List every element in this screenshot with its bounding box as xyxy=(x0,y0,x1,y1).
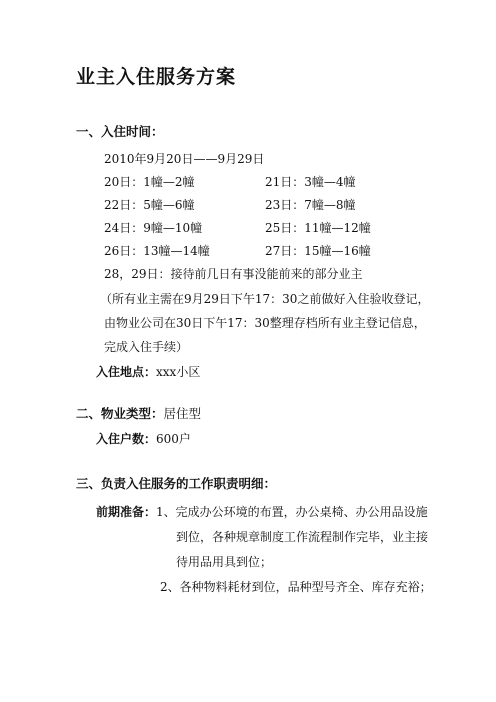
prep-item-2: 2、各种物料耗材到位，品种型号齐全、库存充裕； xyxy=(160,580,432,594)
schedule-item: 21日：3幢—4幢 xyxy=(265,175,356,189)
schedule-item: 27日：15幢—16幢 xyxy=(265,244,371,258)
prep-item-1-line: 1、完成办公环境的布置，办公桌椅、办公用品设施 xyxy=(156,505,428,519)
schedule-extra: 28，29日：接待前几日有事没能前来的部分业主 xyxy=(104,267,363,281)
property-type-label: 二、物业类型： xyxy=(76,406,164,421)
location-row xyxy=(96,363,200,380)
location-value: xxx小区 xyxy=(156,365,201,379)
schedule-item: 24日：9幢—10幢 xyxy=(104,221,203,235)
prep-item-1-line: 到位，各种规章制度工作流程制作完毕，业主接 xyxy=(176,530,429,544)
schedule-item: 26日：13幢—14幢 xyxy=(104,244,210,258)
households-row xyxy=(96,430,191,447)
section-2-heading xyxy=(76,404,201,422)
prep-label: 前期准备： xyxy=(96,505,157,519)
date-range: 2010年9月20日——9月29日 xyxy=(104,152,265,166)
households-value: 600户 xyxy=(156,432,191,446)
section-1-heading: 一、入住时间： xyxy=(76,124,164,139)
schedule-item: 23日：7幢—8幢 xyxy=(265,198,356,212)
note-line: 完成入住手续） xyxy=(104,340,189,354)
schedule-item: 20日：1幢—2幢 xyxy=(104,175,195,189)
property-type-value: 居住型 xyxy=(163,406,202,421)
section-3-heading: 三、负责入住服务的工作职责明细： xyxy=(76,476,277,491)
prep-item-1-line: 待用品用具到位； xyxy=(176,555,273,569)
page-title: 业主入住服务方案 xyxy=(76,66,237,88)
note-line: 由物业公司在30日下午17：30整理存档所有业主登记信息， xyxy=(104,316,426,330)
schedule-item: 22日：5幢—6幢 xyxy=(104,198,195,212)
schedule-item: 25日：11幢—12幢 xyxy=(265,221,371,235)
households-label: 入住户数： xyxy=(96,432,157,446)
note-line: （所有业主需在9月29日下午17：30之前做好入住验收登记， xyxy=(100,292,430,306)
prep-row xyxy=(96,503,428,520)
location-label: 入住地点： xyxy=(96,365,157,379)
